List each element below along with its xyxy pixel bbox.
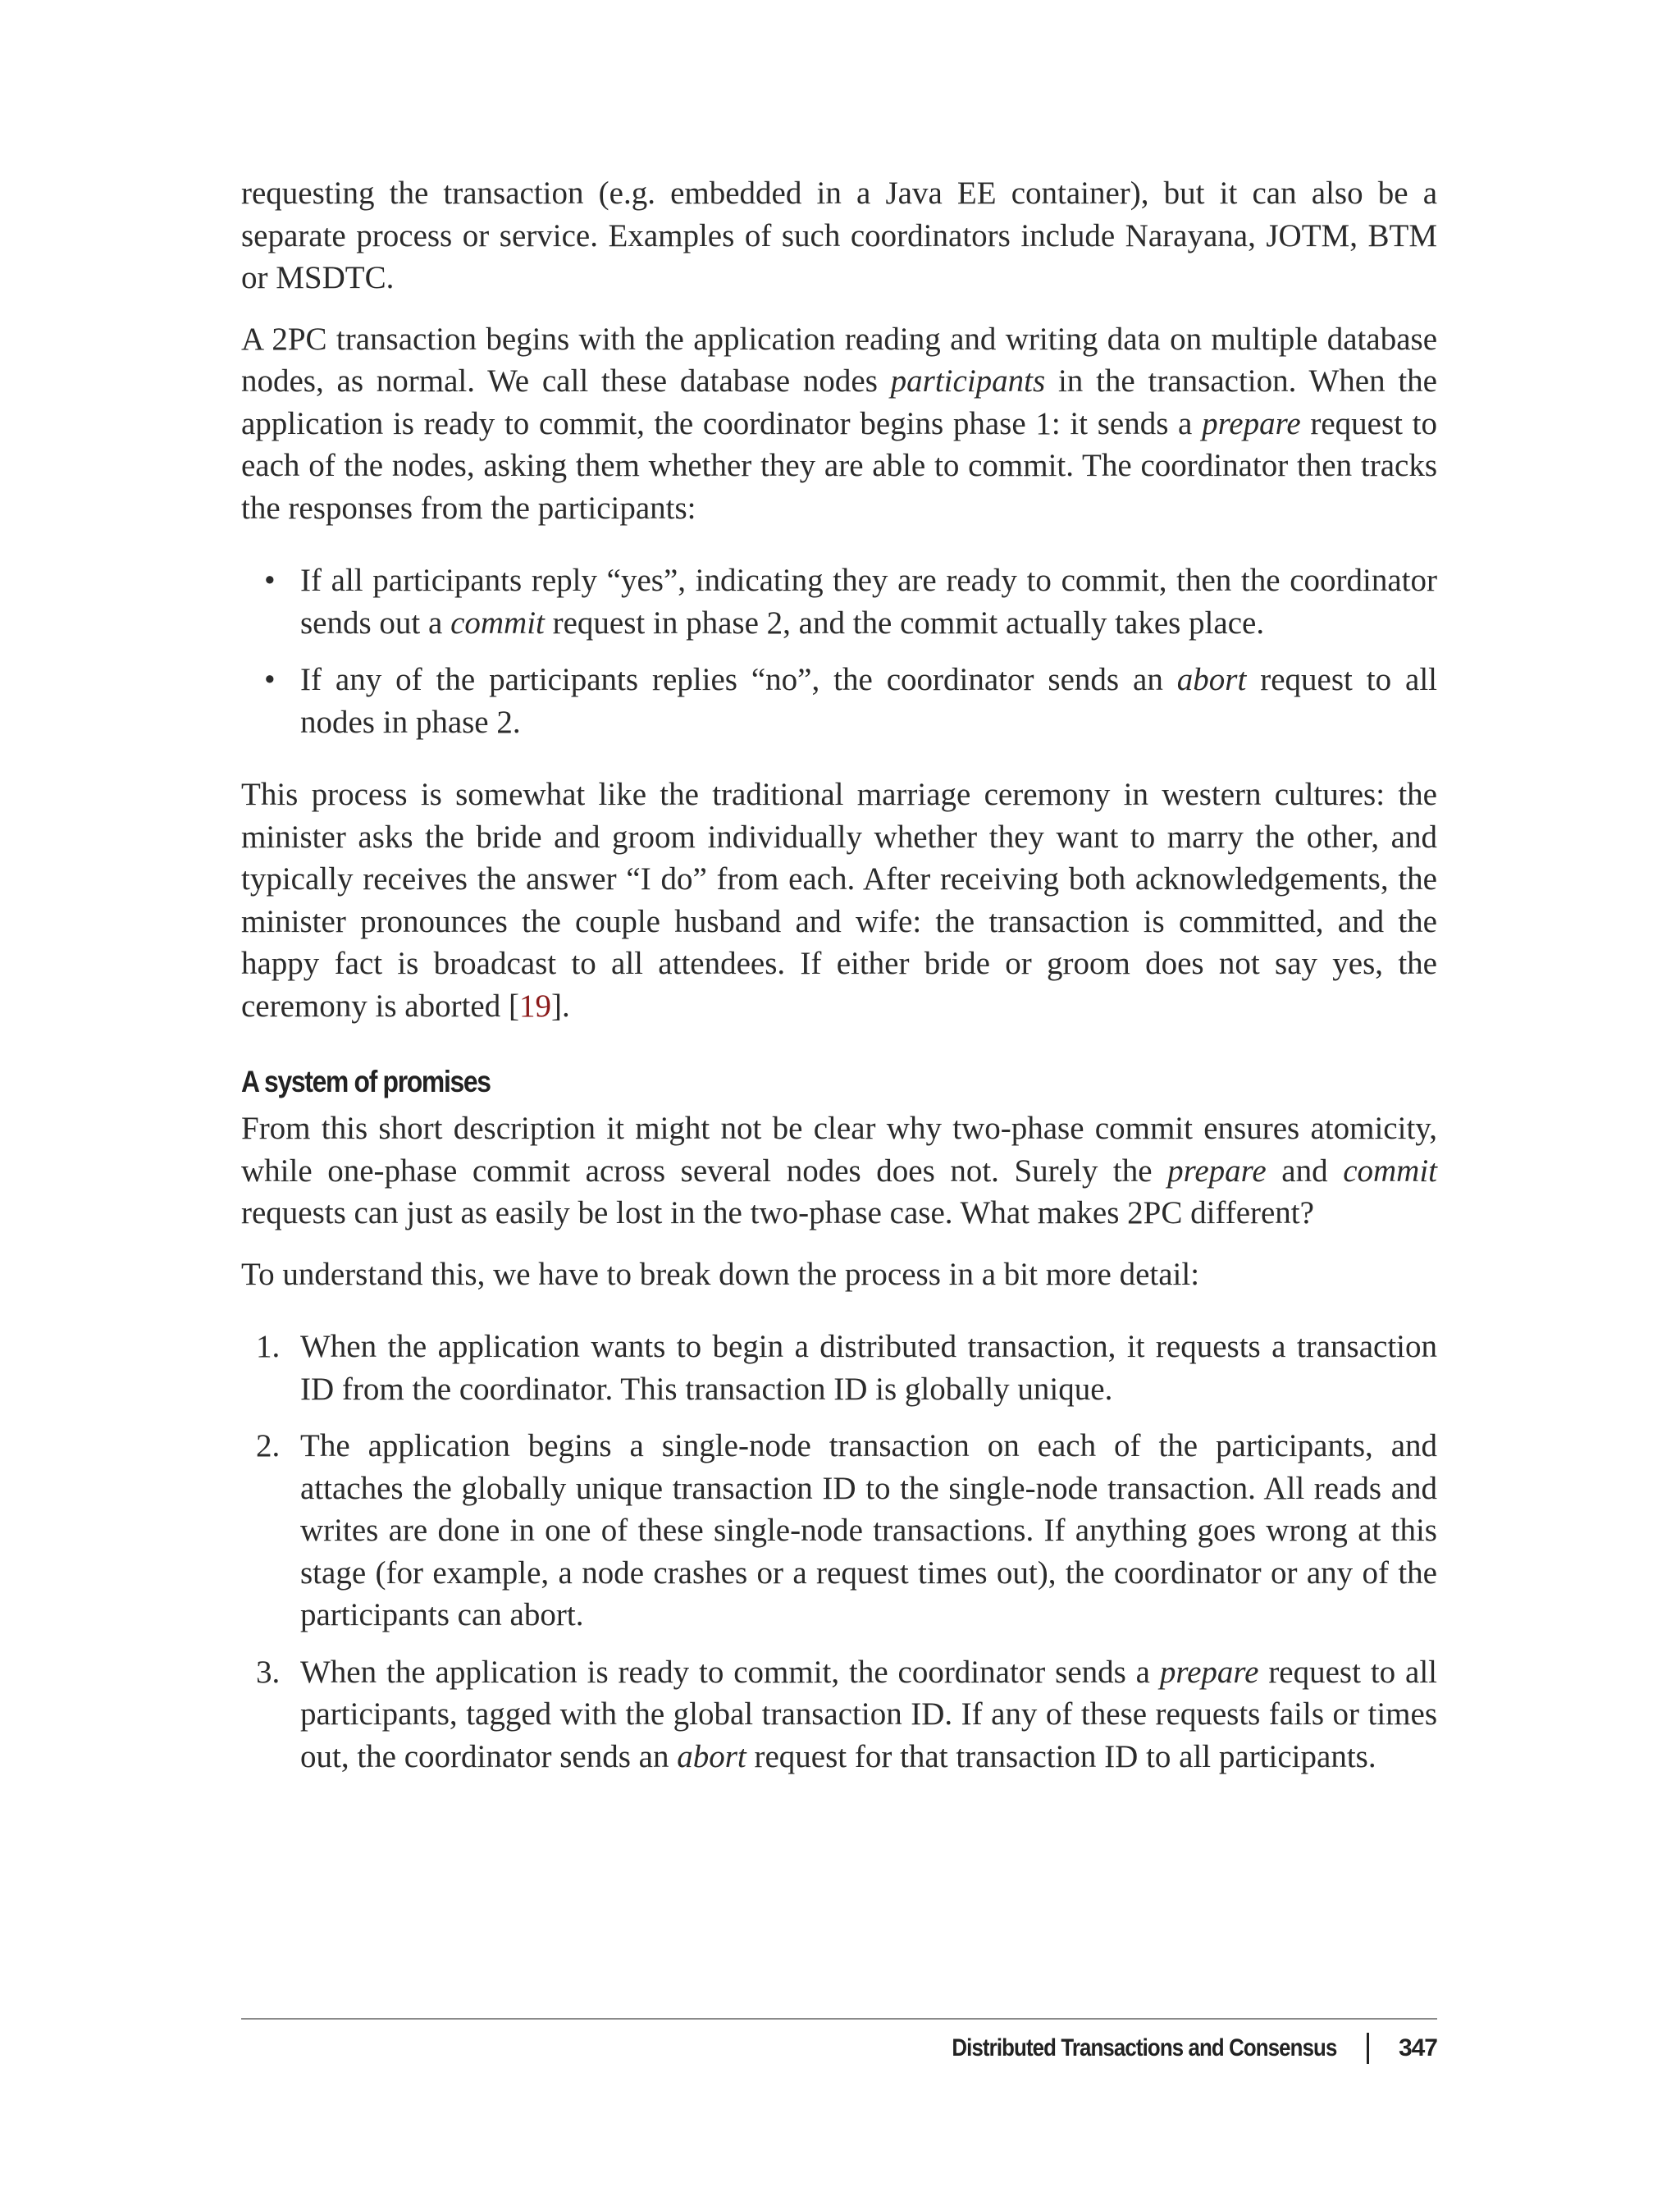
emphasis-prepare: prepare	[1159, 1654, 1259, 1690]
bullet-item	[241, 659, 1437, 743]
reference-link[interactable]: 19	[518, 988, 551, 1024]
numbered-item	[241, 1326, 1437, 1410]
numbered-item	[241, 1425, 1437, 1637]
bullet-icon: •	[264, 563, 276, 598]
emphasis-commit: commit	[1343, 1153, 1438, 1189]
text-run: and	[1266, 1153, 1344, 1189]
text-run: When the application wants to begin a distributed transaction, it requests a transaction ID from the coordinator. This transaction ID is globally unique.	[300, 1329, 1437, 1407]
text-run: If all participants reply “yes”, indicating they are ready to commit, then the coordinator sends out a	[300, 563, 1437, 641]
list-number: 3.	[256, 1654, 281, 1690]
emphasis-abort: abort	[1176, 662, 1247, 697]
bullet-icon: •	[264, 662, 276, 697]
emphasis-participants: participants	[890, 363, 1046, 399]
text-run: When the application is ready to commit, the coordinator sends a	[300, 1654, 1160, 1690]
text-run: ].	[550, 988, 570, 1024]
footer-divider	[241, 2018, 1437, 2020]
paragraph-coordinators	[241, 172, 1437, 299]
text-run: The application begins a single-node transaction on each of the participants, and attaches the globally unique transaction ID to the single-node transaction. All reads and writes are done in one of these single-node transactions. If anything goes wrong at this stage (for example, a node crashes or a request times out), the coordinator or any of the participants can abort.	[300, 1428, 1437, 1632]
list-number: 1.	[256, 1329, 281, 1364]
text-run: request to all participants, tagged with the global transaction ID. If any of these requests fails or times out, the coordinator sends an	[300, 1654, 1438, 1774]
text-run: If any of the participants replies “no”, the coordinator sends an	[300, 662, 1177, 697]
text-run: in the transaction. When the application is ready to commit, the coordinator begins phase 1: it sends a	[241, 363, 1437, 441]
footer-section-title: Distributed Transactions and Consensus	[952, 2034, 1337, 2061]
emphasis-prepare: prepare	[1167, 1153, 1267, 1189]
paragraph-2pc-begins	[241, 318, 1437, 530]
list-number: 2.	[256, 1428, 281, 1463]
numbered-list	[241, 1326, 1437, 1778]
text-run: From this short description it might not be clear why two-phase commit ensures atomicity, while one-phase commit across several nodes does not. Surely the	[241, 1111, 1437, 1189]
paragraph-marriage-analogy	[241, 774, 1437, 1027]
bullet-item	[241, 559, 1437, 644]
text-run: request to all nodes in phase 2.	[300, 662, 1437, 740]
page-body	[241, 172, 1437, 1808]
numbered-item	[241, 1651, 1437, 1778]
text-run: request for that transaction ID to all participants.	[746, 1738, 1376, 1774]
emphasis-commit: commit	[450, 605, 545, 641]
emphasis-prepare: prepare	[1202, 405, 1301, 441]
text-run: This process is somewhat like the traditional marriage ceremony in western cultures: the minister asks the bride and groom individually whether they want to marry the other, and typically receives the answer “I do” from each. After receiving both acknowledgements, the minister pronounces the couple husband and wife: the transaction is committed, and the happy fact is broadcast to all attendees. If either bride or groom does not say yes, the ceremony is aborted [	[241, 777, 1437, 1024]
text-run: requests can just as easily be lost in the two-phase case. What makes 2PC different?	[241, 1195, 1314, 1230]
page-footer	[889, 2028, 1437, 2069]
page-number: 347	[1398, 2034, 1437, 2061]
paragraph-coordinators-text: requesting the transaction (e.g. embedded in a Java EE container), but it can also be a separate process or service. Examples of such coordinators include Narayana, JOTM, BTM or MSDTC.	[241, 176, 1437, 295]
text-run: request in phase 2, and the commit actually takes place.	[544, 605, 1265, 641]
bullet-list	[241, 559, 1437, 743]
paragraph-atomicity	[241, 1107, 1437, 1235]
footer-separator	[1367, 2033, 1369, 2064]
paragraph-understand	[241, 1253, 1437, 1296]
text-run: To understand this, we have to break down the process in a bit more detail:	[241, 1256, 1200, 1292]
text-run: A 2PC transaction begins with the application reading and writing data on multiple database nodes, as normal. We call these database nodes	[241, 321, 1437, 399]
section-heading: A system of promises	[241, 1065, 491, 1098]
text-run: request to each of the nodes, asking them whether they are able to commit. The coordinator then tracks the responses from the participants:	[241, 405, 1437, 526]
emphasis-abort: abort	[677, 1738, 746, 1774]
